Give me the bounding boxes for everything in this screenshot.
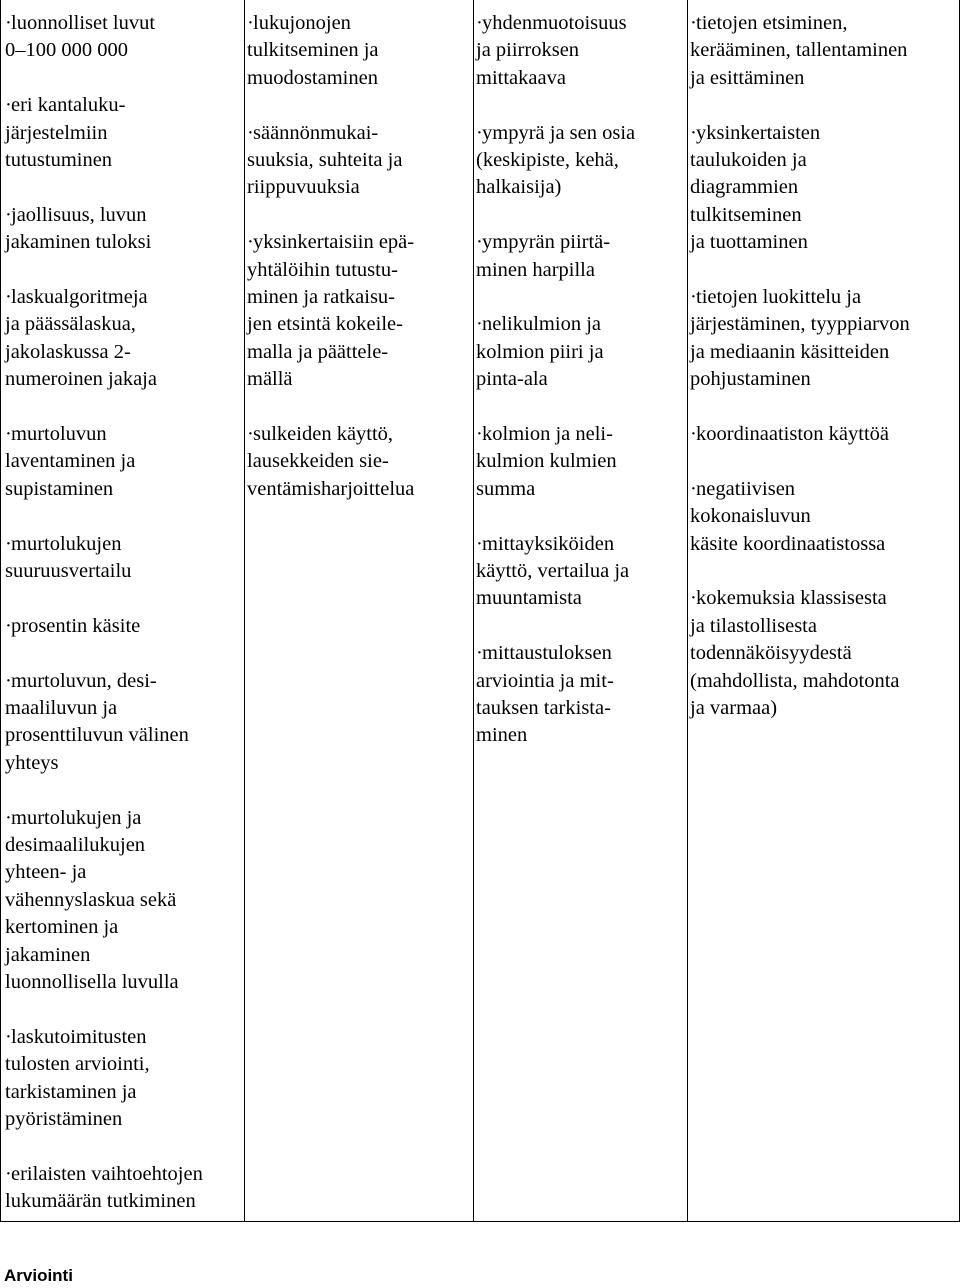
list-item: ·tietojen luokittelu ja järjestäminen, tyyppiarvon ja mediaanin käsitteiden pohjustaminen: [690, 286, 910, 391]
list-item: ·nelikulmion ja kolmion piiri ja pinta-ala: [476, 313, 604, 391]
column-divider: [244, 0, 245, 1222]
list-item: ·lukujonojen tulkitseminen ja muodostaminen: [247, 12, 379, 89]
section-heading: Arviointi: [4, 1266, 73, 1285]
list-item: ·laskutoimitusten tulosten arviointi, tarkistaminen ja pyöristäminen: [5, 1025, 150, 1131]
bullet-icon: ·: [690, 423, 697, 446]
bullet-icon: ·: [5, 669, 12, 692]
list-item: ·sulkeiden käyttö, lausekkeiden sie- ventämisharjoittelua: [247, 423, 415, 500]
bullet-icon: ·: [247, 231, 254, 254]
bullet-icon: ·: [690, 587, 697, 610]
bullet-icon: ·: [5, 286, 12, 309]
bullet-icon: ·: [5, 532, 12, 555]
list-item: ·säännönmukai- suuksia, suhteita ja riippuvuuksia: [247, 121, 403, 199]
list-item: ·kolmion ja neli- kulmion kulmien summa: [476, 423, 617, 500]
bullet-icon: ·: [476, 121, 483, 144]
list-item: ·kokemuksia klassisesta ja tilastollisesta todennäköisyydestä (mahdollista, mahdotonta ja varmaa): [690, 587, 900, 720]
list-item: ·mittaustuloksen arviointia ja mit- tauksen tarkista- minen: [476, 642, 614, 747]
list-item: ·yksinkertaisiin epä- yhtälöihin tutustu- minen ja ratkaisu- jen etsintä kokeile- malla ja päättele- mällä: [247, 231, 415, 391]
bullet-icon: ·: [476, 313, 483, 336]
bullet-icon: ·: [5, 94, 12, 117]
bullet-icon: ·: [5, 1162, 12, 1185]
list-item: ·laskualgoritmeja ja päässälaskua, jakolaskussa 2- numeroinen jakaja: [5, 286, 157, 391]
list-item: ·murtolukujen ja desimaalilukujen yhteen- ja vähennyslaskua sekä kertominen ja jakaminen luonnollisella luvulla: [5, 806, 179, 994]
list-item: ·eri kantaluku- järjestelmiin tutustuminen: [5, 94, 126, 172]
bullet-icon: ·: [476, 231, 483, 254]
bullet-icon: ·: [690, 121, 697, 144]
bullet-icon: ·: [247, 121, 254, 144]
bullet-icon: ·: [476, 642, 483, 665]
bullet-icon: ·: [247, 423, 254, 446]
column-geometry: [476, 10, 684, 777]
column-divider: [473, 0, 474, 1222]
column-data-probability: [690, 10, 958, 750]
bullet-icon: ·: [690, 477, 697, 500]
list-item: ·koordinaatiston käyttöä: [690, 421, 958, 448]
bullet-icon: ·: [5, 203, 12, 226]
list-item: ·jaollisuus, luvun jakaminen tuloksi: [5, 203, 152, 254]
column-algebra: [247, 10, 469, 531]
bullet-icon: ·: [476, 532, 483, 555]
list-item: ·murtoluvun, desi- maaliluvun ja prosenttiluvun välinen yhteys: [5, 669, 189, 774]
list-item: ·luonnolliset luvut 0–100 000 000: [5, 12, 156, 62]
list-item: ·negatiivisen kokonaisluvun käsite koordinaatistossa: [690, 477, 886, 555]
bullet-icon: ·: [247, 12, 254, 34]
list-item: ·murtoluvun laventaminen ja supistaminen: [5, 423, 136, 500]
bullet-icon: ·: [690, 286, 697, 309]
list-item: ·prosentin käsite: [5, 613, 241, 640]
list-item: ·ympyrä ja sen osia (keskipiste, kehä, halkaisija): [476, 121, 636, 199]
list-item: ·erilaisten vaihtoehtojen lukumäärän tutkiminen: [5, 1162, 203, 1213]
bullet-icon: ·: [5, 806, 12, 829]
bullet-icon: ·: [5, 423, 12, 446]
bullet-icon: ·: [5, 12, 12, 34]
list-item: ·yksinkertaisten taulukoiden ja diagrammien tulkitseminen ja tuottaminen: [690, 121, 821, 254]
bullet-icon: ·: [5, 614, 12, 637]
list-item: ·tietojen etsiminen, kerääminen, tallentaminen ja esittäminen: [690, 12, 908, 89]
bullet-icon: ·: [5, 1025, 12, 1048]
list-item: ·mittayksiköiden käyttö, vertailua ja muuntamista: [476, 532, 630, 610]
bullet-icon: ·: [690, 12, 697, 34]
bullet-icon: ·: [476, 423, 483, 446]
list-item: ·yhdenmuotoisuus ja piirroksen mittakaava: [476, 12, 627, 89]
bullet-icon: ·: [476, 12, 483, 34]
column-divider: [687, 0, 688, 1222]
list-item: ·ympyrän piirtä- minen harpilla: [476, 231, 611, 281]
column-numbers: [5, 10, 241, 1243]
list-item: ·murtolukujen suuruusvertailu: [5, 532, 132, 583]
